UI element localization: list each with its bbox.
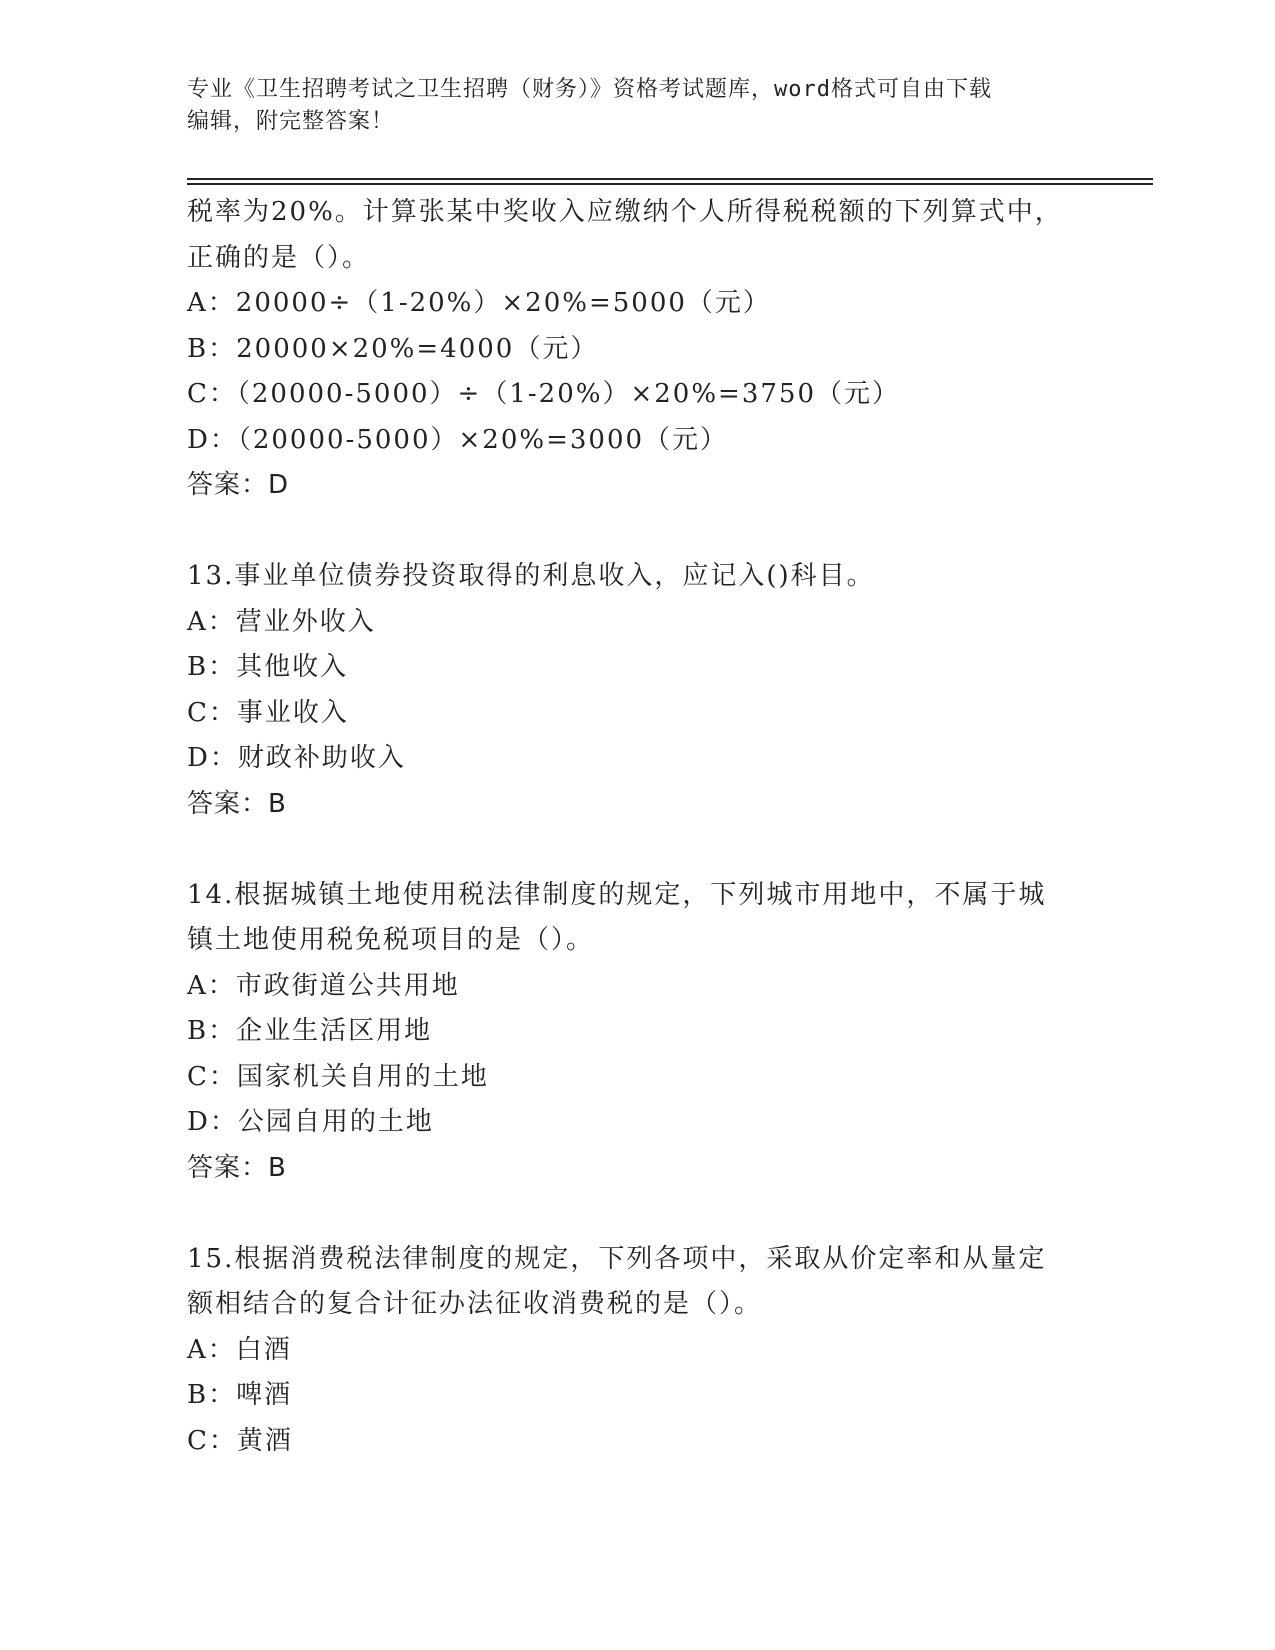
- document-header: [187, 74, 1067, 138]
- question-13: [187, 554, 1087, 827]
- question-13-option-c: C：事业收入: [187, 697, 349, 728]
- question-13-option-a: A：营业外收入: [187, 606, 376, 637]
- question-14-option-d: D：公园自用的土地: [187, 1107, 434, 1137]
- question-12-answer: 答案：D: [187, 470, 290, 500]
- question-12-stem-line-1: 税率为20%。计算张某中奖收入应缴纳个人所得税税额的下列算式中，: [187, 197, 1063, 227]
- spacer: [187, 509, 1087, 555]
- question-13-option-d: D：财政补助收入: [187, 743, 406, 773]
- document-body: [187, 190, 1087, 1464]
- question-12-option-a: A：20000÷（1-20%）×20%=5000（元）: [187, 288, 771, 318]
- question-14-stem-line-1: 14.根据城镇土地使用税法律制度的规定，下列城市用地中，不属于城: [187, 879, 1047, 910]
- question-15-option-a: A：白酒: [187, 1334, 292, 1365]
- header-line-1: 专业《卫生招聘考试之卫生招聘（财务）》资格考试题库，word格式可自由下载: [187, 77, 992, 102]
- question-12-option-d: D：（20000-5000）×20%=3000（元）: [187, 424, 729, 455]
- question-15-stem-line-2: 额相结合的复合计征办法征收消费税的是（）。: [187, 1289, 763, 1319]
- question-12-option-b: B：20000×20%=4000（元）: [187, 333, 599, 364]
- header-line-2: 编辑，附完整答案！: [187, 109, 395, 134]
- header-divider-top: [187, 178, 1153, 180]
- question-13-answer: 答案：B: [187, 788, 287, 819]
- header-divider-bottom: [187, 183, 1153, 185]
- question-15-option-b: B：啤酒: [187, 1380, 293, 1410]
- question-12-stem-line-2: 正确的是（）。: [187, 242, 371, 273]
- question-12-option-c: C：（20000-5000）÷（1-20%）×20%=3750（元）: [187, 379, 900, 409]
- question-14-stem-line-2: 镇土地使用税免税项目的是（）。: [187, 925, 595, 955]
- question-14-option-c: C：国家机关自用的土地: [187, 1061, 489, 1092]
- question-15-stem-line-1: 15.根据消费税法律制度的规定，下列各项中，采取从价定率和从量定: [187, 1243, 1047, 1274]
- question-15-option-c: C：黄酒: [187, 1425, 293, 1456]
- spacer: [187, 1191, 1087, 1237]
- question-12: [187, 190, 1087, 509]
- question-13-option-b: B：其他收入: [187, 652, 349, 682]
- question-14: [187, 873, 1087, 1192]
- question-14-option-b: B：企业生活区用地: [187, 1016, 433, 1046]
- question-14-option-a: A：市政街道公共用地: [187, 970, 460, 1001]
- question-13-stem-line-1: 13.事业单位债券投资取得的利息收入，应记入()科目。: [187, 561, 875, 591]
- question-15: [187, 1237, 1087, 1465]
- question-14-answer: 答案：B: [187, 1152, 287, 1183]
- spacer: [187, 827, 1087, 873]
